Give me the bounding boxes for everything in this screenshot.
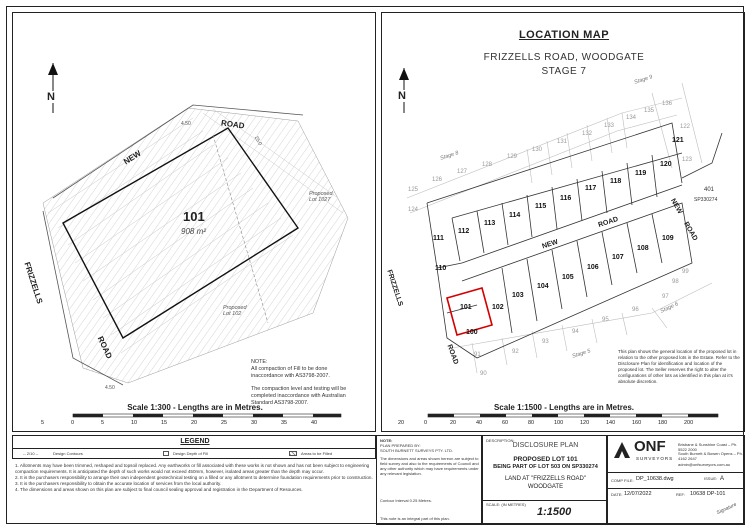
road-label-frizzells: FRIZZELLS [22,261,45,305]
lot-label: 130 [532,147,543,153]
detail-map-panel [12,12,376,432]
lot-label: 93 [542,339,549,345]
lot-label: 124 [408,207,419,213]
footnote: 4. The dimensions and areas shown on this plan are subject to final council sealing approval and registration in the Department of Resources. [15,487,303,492]
signature: Signature [715,501,738,517]
legend-fill-label: Areas to be Filled [301,451,333,456]
location-map-title: LOCATION MAP [518,29,610,41]
lot-label: 96 [632,307,639,313]
lot-label: 99 [682,269,689,275]
proposed-lot-102-label: Proposed Lot 102 [223,305,247,317]
lot-label: 123 [682,157,693,163]
location-scale-caption: Scale 1:1500 - Lengths are in Metres. [493,403,635,412]
scale-tick-label: 25 [221,420,228,426]
lot-label: 115 [535,203,547,210]
scale-tick-label: 40 [311,420,318,426]
new-road-label-1: NEW [541,238,560,251]
dimension-corner: 4.50 [105,385,115,391]
north-label: N [47,91,55,103]
stage-9-label: Stage 9 [633,74,654,86]
location-north-label: N [398,90,406,102]
scale-tick-label: 20 [398,420,405,426]
lot-label: 136 [662,101,673,107]
company-logo-text: ONF [634,438,666,455]
lot-label: 126 [432,177,443,183]
description-line-4: WOODGATE [527,484,564,490]
lot-label: 117 [585,185,597,192]
prepared-by: SOUTH BURNETT SURVEYS PTY. LTD. [380,448,454,453]
lot-label: 129 [507,154,518,160]
lot-label: 132 [582,131,593,137]
lot-label: 90 [480,371,487,377]
plan-type: DISCLOSURE PLAN [512,442,579,449]
location-map-subtitle: FRIZZELLS ROAD, WOODGATE [483,52,645,63]
lot-label: 111 [433,235,444,242]
lot-area: 908 m² [181,227,206,236]
company-email: admin@onfsurveyors.com.au [678,462,731,467]
lot-label: 104 [537,283,549,290]
notes-body: The dimensions and areas shown hereon are subject to field survey and also to the requirements of Council and any other authority which may have requirements under any relevant legislation. [380,456,479,476]
legend-contour-label: Design Contours [53,451,83,456]
lot-label: 133 [604,123,615,129]
scale-tick-label: 60 [502,420,509,426]
lot-label: 94 [572,329,579,335]
detail-scale-ticks [41,420,353,430]
lot-label: 103 [512,292,524,299]
company-contact-2: South Burnett & Bowen Opens – Ph. 4162 2647 [678,451,743,461]
new-road-label-4: ROAD [682,220,699,243]
lot-label: 95 [602,317,609,323]
scale-tick-label: 15 [161,420,168,426]
lot-label: 118 [610,178,622,185]
scale-tick-label: 160 [632,420,642,426]
location-map-note: This plan shows the general location of the proposed lot in relation to the other proposed lots in the Estate. Refer to the Disclosure Plan for identification and location of the proposed lot. The Seller reserves the right to alter the configurations of other lots as identified in this plan at it's absolute discretion. [618,349,740,384]
lot-label: 128 [482,162,493,168]
plan-401-label: SP330274 [694,197,718,203]
scale-tick-label: 35 [281,420,288,426]
issue-label: ISSUE: [704,476,718,481]
location-map-stage: STAGE 7 [541,66,587,77]
scale-tick-label: 180 [658,420,668,426]
scale-value: 1:1500 [537,506,572,518]
footnote: 1. Allotments may have been trimmed, reshaped and topsoil replaced. Any earthworks or fill associated with these works is not shown and has not been subject to engineering compaction requirements. It is anticipated the depth of such works would not exceed 450mm, however, isolated areas greater than the depth may occur. [15,463,370,474]
ref-label: REF: [676,492,686,497]
scale-tick-label: 30 [251,420,258,426]
legend-title: LEGEND [180,438,210,445]
lot-label: 127 [457,169,468,175]
legend-depth-label: Design Depth of Fill [173,451,208,456]
contour-interval: Contour Interval 0.25 Metres. [380,498,432,503]
lot-label: 108 [637,245,649,252]
scale-tick-label: 5 [101,420,105,426]
scale-tick-label: 100 [554,420,564,426]
ref-value: 10638 DP-101 [690,491,726,497]
location-scale-ticks [398,420,732,430]
scale-tick-label: 120 [580,420,590,426]
company-contact-1: Brisbane & Sunshine Coast – Ph. 5522 2000 [678,442,738,452]
lot-label: 102 [492,304,504,311]
lot-label: 122 [680,124,691,130]
road-label-road-2: ROAD [95,334,114,361]
footnote: 2. It is the purchasers responsibility to arrange their own independent geotechnical testing on a filled or any allotment to determine foundation requirements prior to construction. [15,475,373,480]
scale-tick-label: 20 [450,420,457,426]
lot-label: 131 [557,139,568,145]
lot-label: 113 [484,220,496,227]
dimension-top: 4.50 [181,121,191,127]
detail-scale-caption: Scale 1:300 - Lengths are in Metres. [127,403,263,412]
lot-label: 109 [662,235,674,242]
date-label: DATE: [611,492,623,497]
lot-label: 107 [612,254,624,261]
lot-label: 105 [562,274,574,281]
road-label-new: NEW [122,148,143,167]
road-label-road: ROAD [220,118,246,131]
scale-tick-label: 0 [71,420,75,426]
compaction-note: NOTE: All compaction of Fill to be done inaccordance with AS3798-2007. The compaction level and testing will be completed inaccordance with Australian Standard AS3798-2007. [251,359,347,406]
integral-note: This note is an integral part of this plan. [380,516,450,521]
scale-tick-label: 0 [424,420,428,426]
description-line-2: BEING PART OF LOT 503 ON SP330274 [493,464,598,470]
lot-label: 119 [635,170,647,177]
lot-label: 97 [662,294,669,300]
stage-8-label: Stage 8 [439,150,460,162]
north-arrow [46,63,60,113]
scale-tick-label: 200 [684,420,694,426]
lot-label: 92 [512,349,519,355]
company-name: SURVEYORS [636,456,674,461]
footnotes [15,463,373,493]
comp-file: DP_10638.dwg [636,476,674,482]
lot-label: 121 [672,137,684,144]
date-value: 12/07/2022 [624,491,652,497]
new-road-label-3: NEW [669,197,684,216]
new-road-label-2: ROAD [597,215,620,230]
legend-items [12,449,376,459]
company-block [607,435,745,525]
surrounding-lots [407,83,715,373]
scale-tick-label: 40 [476,420,483,426]
description-line-3: LAND AT "FRIZZELLS ROAD" [504,476,587,482]
scale-tick-label: 20 [191,420,198,426]
description-label: DESCRIPTION: [486,438,515,443]
scale-tick-label: 10 [131,420,138,426]
onf-logo-icon [612,440,632,460]
fill-area [43,108,348,383]
lot-label: 135 [644,108,655,114]
title-block [482,435,607,525]
drawing-sheet [6,6,744,524]
comp-file-label: COMP FILE: [611,478,634,483]
lot-label: 134 [626,115,637,121]
lot-label: 125 [408,187,419,193]
eastern-boundary [682,133,722,178]
stage-6-label: Stage 6 [659,301,680,315]
lot-label: 100 [466,329,478,336]
description-line-1: PROPOSED LOT 101 [513,456,578,463]
dimension-side: 25.0 [252,135,263,147]
proposed-lot-1027-label: Proposed Lot 1027 [309,191,333,203]
legend-contour-code: -- 2/10 -- [23,451,39,456]
lot-label: 106 [587,264,599,271]
notes-title: NOTE: [380,438,393,443]
lot-401-label: 401 [704,187,715,193]
footnote: 3. It is the purchasers responsibility to obtain the accurate location of services from the local authority. [15,481,222,486]
lot-label: 120 [660,161,672,168]
lot-label: 114 [509,212,521,219]
frizzells-road-label: FRIZZELLS [385,269,404,308]
lot-label: 91 [474,352,481,358]
scale-tick-label: 140 [606,420,616,426]
lot-label: 110 [435,265,447,272]
frizzells-road-label-2: ROAD [445,343,460,366]
scale-label: SCALE: (IN METRES) [486,502,526,507]
location-map-panel [381,12,745,432]
scale-tick-label: 80 [528,420,535,426]
lot-label: 101 [460,304,472,311]
stage-5-label: Stage 5 [571,348,592,360]
scale-tick-label: 5 [41,420,45,426]
legend-box [12,435,376,449]
lot-label: 98 [672,279,679,285]
lot-number: 101 [183,209,205,224]
lot-label: 112 [458,228,470,235]
notes-block [376,435,482,525]
prepared-by-label: PLAN PREPARED BY: [380,443,421,448]
lot-label: 116 [560,195,572,202]
depth-swatch-icon [163,451,169,456]
issue-value: A [720,476,725,482]
fill-area-swatch-icon [289,451,297,456]
